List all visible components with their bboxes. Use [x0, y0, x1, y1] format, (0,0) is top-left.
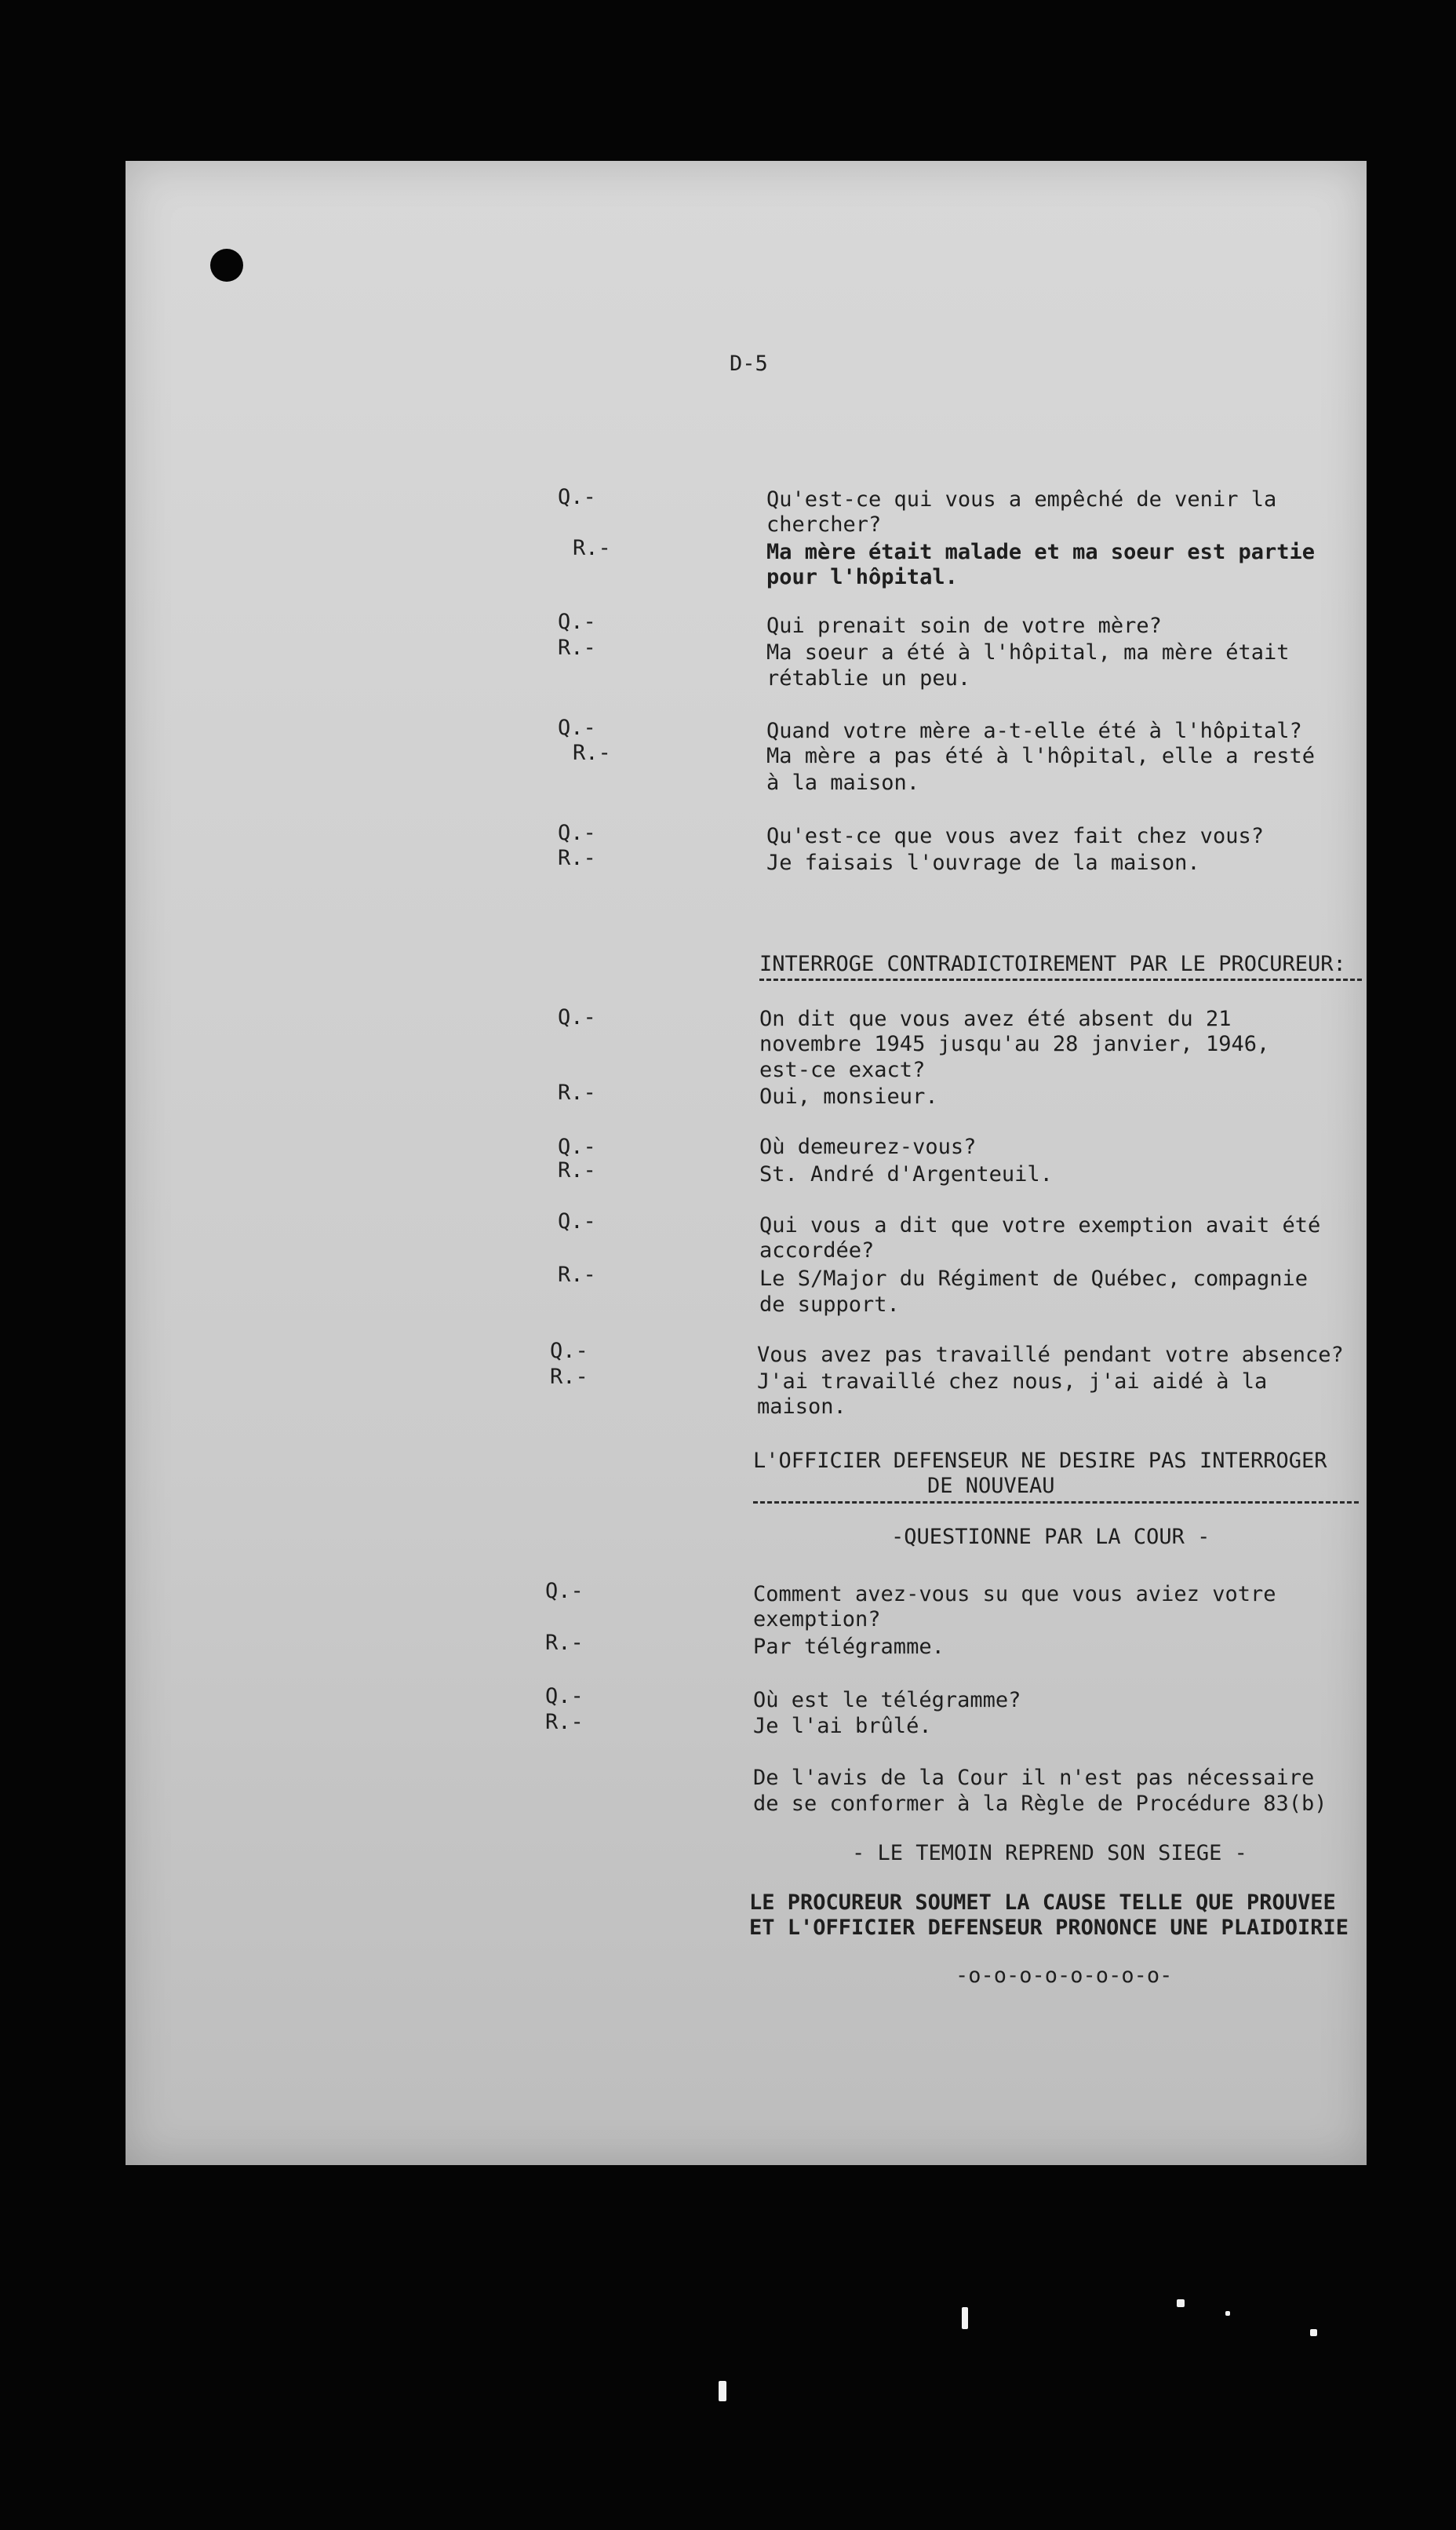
question-text: Comment avez-vous su que vous aviez votre [753, 1582, 1276, 1606]
defense-underline [753, 1501, 1359, 1504]
r-label: R.- [573, 741, 611, 765]
answer-text: Ma mère était malade et ma soeur est partie [766, 540, 1315, 564]
answer-text: de support. [759, 1292, 900, 1317]
dust-speck [962, 2307, 968, 2329]
q-label: Q.- [558, 1209, 596, 1234]
closing-statement: ET L'OFFICIER DEFENSEUR PRONONCE UNE PLAIDOIRIE [749, 1916, 1349, 1940]
dust-speck [1310, 2329, 1317, 2336]
defense-note: DE NOUVEAU [927, 1474, 1055, 1498]
question-text: Quand votre mère a-t-elle été à l'hôpital? [766, 719, 1302, 743]
punch-hole [210, 249, 243, 282]
answer-text: Je l'ai brûlé. [753, 1714, 932, 1738]
court-heading: -QUESTIONNE PAR LA COUR - [891, 1525, 1210, 1549]
court-opinion: de se conformer à la Règle de Procédure 83(b) [753, 1792, 1327, 1816]
court-opinion: De l'avis de la Cour il n'est pas nécessaire [753, 1766, 1315, 1790]
answer-text: J'ai travaillé chez nous, j'ai aidé à la [757, 1369, 1268, 1394]
question-text: Qu'est-ce qui vous a empêché de venir la [766, 487, 1277, 512]
answer-text: St. André d'Argenteuil. [759, 1162, 1053, 1187]
answer-text: Oui, monsieur. [759, 1085, 938, 1109]
r-label: R.- [558, 1158, 596, 1183]
question-text: accordée? [759, 1238, 875, 1263]
answer-text: pour l'hôpital. [766, 565, 958, 589]
r-label: R.- [558, 1081, 596, 1105]
q-label: Q.- [558, 485, 596, 509]
cross-examination-heading: INTERROGE CONTRADICTOIREMENT PAR LE PROCUREUR: [759, 952, 1346, 976]
q-label: Q.- [558, 1135, 596, 1159]
question-text: Vous avez pas travaillé pendant votre absence? [757, 1343, 1344, 1367]
answer-text: maison. [757, 1394, 846, 1419]
r-label: R.- [558, 1263, 596, 1287]
q-label: Q.- [545, 1579, 584, 1603]
q-label: Q.- [558, 821, 596, 845]
answer-text: Par télégramme. [753, 1635, 945, 1659]
closing-statement: LE PROCUREUR SOUMET LA CAUSE TELLE QUE PROUVEE [749, 1890, 1336, 1915]
question-text: On dit que vous avez été absent du 21 [759, 1007, 1232, 1031]
heading-underline [759, 979, 1362, 981]
r-label: R.- [545, 1710, 584, 1734]
r-label: R.- [550, 1365, 588, 1389]
q-label: Q.- [558, 1005, 596, 1030]
question-text: Où est le télégramme? [753, 1688, 1021, 1712]
r-label: R.- [558, 846, 596, 870]
dust-speck [719, 2381, 726, 2401]
dust-speck [1225, 2311, 1230, 2316]
q-label: Q.- [550, 1339, 588, 1363]
witness-resumes: - LE TEMOIN REPREND SON SIEGE - [852, 1841, 1247, 1865]
end-mark: -o-o-o-o-o-o-o-o- [956, 1963, 1173, 1988]
question-text: chercher? [766, 512, 882, 537]
document-page [126, 161, 1367, 2165]
r-label: R.- [545, 1631, 584, 1655]
r-label: R.- [558, 636, 596, 660]
question-text: novembre 1945 jusqu'au 28 janvier, 1946, [759, 1032, 1270, 1056]
question-text: Qui prenait soin de votre mère? [766, 614, 1162, 638]
answer-text: à la maison. [766, 771, 920, 795]
dust-speck [1177, 2299, 1185, 2307]
answer-text: Le S/Major du Régiment de Québec, compagnie [759, 1267, 1308, 1291]
answer-text: Ma soeur a été à l'hôpital, ma mère était [766, 640, 1290, 665]
q-label: Q.- [558, 716, 596, 740]
answer-text: Ma mère a pas été à l'hôpital, elle a resté [766, 744, 1315, 768]
question-text: exemption? [753, 1607, 881, 1631]
r-label: R.- [573, 536, 611, 560]
question-text: Qui vous a dit que votre exemption avait été [759, 1213, 1321, 1238]
page-number: D-5 [730, 352, 768, 376]
question-text: Où demeurez-vous? [759, 1135, 977, 1159]
answer-text: Je faisais l'ouvrage de la maison. [766, 851, 1200, 875]
answer-text: rétablie un peu. [766, 666, 971, 691]
q-label: Q.- [558, 610, 596, 634]
question-text: est-ce exact? [759, 1058, 926, 1082]
defense-note: L'OFFICIER DEFENSEUR NE DESIRE PAS INTERROGER [753, 1449, 1327, 1473]
q-label: Q.- [545, 1684, 584, 1708]
question-text: Qu'est-ce que vous avez fait chez vous? [766, 824, 1264, 848]
